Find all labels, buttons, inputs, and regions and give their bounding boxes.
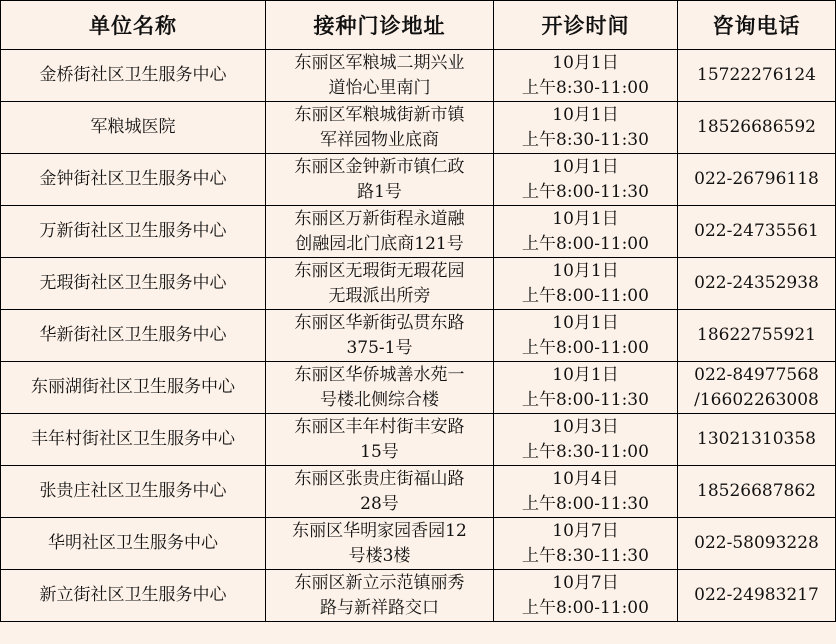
clinic-phone-cell <box>678 466 836 518</box>
phone-number: 022-24735561 <box>694 221 819 241</box>
clinic-address-cell <box>266 362 494 414</box>
phone-number: 022-26796118 <box>694 169 819 189</box>
clinic-hours-cell <box>494 154 678 206</box>
open-time: 上午8:00-11:00 <box>522 337 649 358</box>
clinic-address-cell <box>266 154 494 206</box>
phone-number: 022-58093228 <box>694 533 819 553</box>
address-line: 东丽区无瑕街无瑕花园 <box>294 260 465 281</box>
table-row <box>1 258 836 310</box>
clinic-hours-cell <box>494 206 678 258</box>
clinic-address-cell <box>266 102 494 154</box>
phone-number: 022-24352938 <box>694 273 819 293</box>
phone-number: 022-84977568 <box>694 364 819 385</box>
clinic-name-cell: 华新街社区卫生服务中心 <box>1 310 266 362</box>
clinic-name-cell: 金钟街社区卫生服务中心 <box>1 154 266 206</box>
clinic-phone-cell <box>678 154 836 206</box>
open-date: 10月1日 <box>552 312 619 333</box>
table-row <box>1 570 836 622</box>
phone-number: 15722276124 <box>697 65 816 85</box>
open-date: 10月1日 <box>552 208 619 229</box>
clinic-hours-cell <box>494 414 678 466</box>
clinic-hours-cell <box>494 258 678 310</box>
header-phone: 咨询电话 <box>678 1 836 50</box>
open-time: 上午8:30-11:00 <box>522 77 649 98</box>
table-row <box>1 414 836 466</box>
open-time: 上午8:00-11:30 <box>522 181 649 202</box>
address-line: 无瑕派出所旁 <box>328 285 431 306</box>
clinic-phone-cell <box>678 258 836 310</box>
clinic-name-cell: 万新街社区卫生服务中心 <box>1 206 266 258</box>
clinic-address-cell <box>266 206 494 258</box>
address-line: 道怡心里南门 <box>328 77 431 98</box>
clinic-phone-cell <box>678 414 836 466</box>
table-row <box>1 206 836 258</box>
open-time: 上午8:30-11:00 <box>522 441 649 462</box>
address-line: 东丽区华侨城善水苑一 <box>294 364 465 385</box>
open-time: 上午8:00-11:00 <box>522 285 649 306</box>
clinic-name-cell: 军粮城医院 <box>1 102 266 154</box>
table-row <box>1 518 836 570</box>
clinic-hours-cell <box>494 310 678 362</box>
clinic-hours-cell <box>494 570 678 622</box>
phone-number: 18526686592 <box>697 117 816 137</box>
table-row <box>1 466 836 518</box>
phone-number: 022-24983217 <box>694 585 819 605</box>
open-date: 10月1日 <box>552 104 619 125</box>
address-line: 东丽区军粮城街新市镇 <box>294 104 465 125</box>
address-line: 东丽区张贵庄街福山路 <box>294 468 465 489</box>
clinic-phone-cell <box>678 518 836 570</box>
open-time: 上午8:30-11:30 <box>522 129 649 150</box>
clinic-hours-cell <box>494 518 678 570</box>
clinic-hours-cell <box>494 362 678 414</box>
clinic-address-cell <box>266 50 494 102</box>
clinic-phone-cell <box>678 362 836 414</box>
clinic-address-cell <box>266 570 494 622</box>
table-row <box>1 154 836 206</box>
clinic-address-cell <box>266 466 494 518</box>
address-line: 东丽区金钟新市镇仁政 <box>294 156 465 177</box>
table-row <box>1 102 836 154</box>
clinic-name-cell: 东丽湖街社区卫生服务中心 <box>1 362 266 414</box>
table-row <box>1 310 836 362</box>
address-line: 15号 <box>360 441 399 462</box>
header-unit-name: 单位名称 <box>1 1 266 50</box>
table-body <box>1 50 836 622</box>
clinic-hours-cell <box>494 50 678 102</box>
clinic-address-cell <box>266 518 494 570</box>
open-date: 10月1日 <box>552 156 619 177</box>
address-line: 号楼北侧综合楼 <box>320 389 439 410</box>
clinic-phone-cell <box>678 206 836 258</box>
phone-number: 18526687862 <box>697 481 816 501</box>
clinic-hours-cell <box>494 102 678 154</box>
address-line: 东丽区万新街程永道融 <box>294 208 465 229</box>
header-hours: 开诊时间 <box>494 1 678 50</box>
table-row <box>1 362 836 414</box>
open-date: 10月3日 <box>552 416 619 437</box>
open-time: 上午8:00-11:00 <box>522 233 649 254</box>
clinic-name-cell: 华明社区卫生服务中心 <box>1 518 266 570</box>
address-line: 东丽区丰年村街丰安路 <box>294 416 465 437</box>
address-line: 路与新祥路交口 <box>320 597 439 618</box>
clinic-name-cell: 丰年村街社区卫生服务中心 <box>1 414 266 466</box>
open-time: 上午8:00-11:30 <box>522 389 649 410</box>
address-line: 创融园北门底商121号 <box>295 233 464 254</box>
open-date: 10月1日 <box>552 260 619 281</box>
clinic-name-cell: 张贵庄社区卫生服务中心 <box>1 466 266 518</box>
open-time: 上午8:00-11:00 <box>522 597 649 618</box>
clinic-name-cell: 新立街社区卫生服务中心 <box>1 570 266 622</box>
clinic-phone-cell <box>678 310 836 362</box>
clinic-name-cell: 金桥街社区卫生服务中心 <box>1 50 266 102</box>
table-row <box>1 50 836 102</box>
address-line: 东丽区华新街弘贯东路 <box>294 312 465 333</box>
clinic-name-cell: 无瑕街社区卫生服务中心 <box>1 258 266 310</box>
address-line: 军祥园物业底商 <box>320 129 439 150</box>
clinic-hours-cell <box>494 466 678 518</box>
open-date: 10月4日 <box>552 468 619 489</box>
open-time: 上午8:30-11:30 <box>522 545 649 566</box>
clinic-address-cell <box>266 258 494 310</box>
open-time: 上午8:00-11:30 <box>522 493 649 514</box>
phone-number: 18622755921 <box>697 325 816 345</box>
open-date: 10月7日 <box>552 520 619 541</box>
open-date: 10月7日 <box>552 572 619 593</box>
clinic-address-cell <box>266 310 494 362</box>
clinic-phone-cell <box>678 570 836 622</box>
address-line: 东丽区新立示范镇丽秀 <box>294 572 465 593</box>
open-date: 10月1日 <box>552 364 619 385</box>
header-address: 接种门诊地址 <box>266 1 494 50</box>
clinic-phone-cell <box>678 50 836 102</box>
address-line: 375-1号 <box>346 337 413 358</box>
address-line: 东丽区军粮城二期兴业 <box>294 52 465 73</box>
phone-number: /16602263008 <box>694 389 819 410</box>
clinic-phone-cell <box>678 102 836 154</box>
address-line: 28号 <box>360 493 399 514</box>
header-row <box>1 1 836 50</box>
address-line: 路1号 <box>357 181 402 202</box>
address-line: 号楼3楼 <box>348 545 411 566</box>
address-line: 东丽区华明家园香园12 <box>292 520 467 541</box>
open-date: 10月1日 <box>552 52 619 73</box>
phone-number: 13021310358 <box>697 429 816 449</box>
clinic-address-cell <box>266 414 494 466</box>
